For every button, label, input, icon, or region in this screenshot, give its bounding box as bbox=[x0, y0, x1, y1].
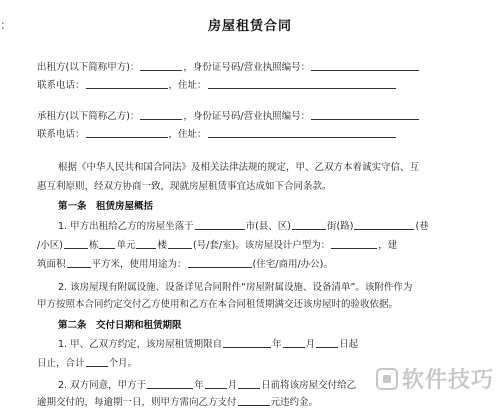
watermark-text: 软件技巧 bbox=[401, 368, 494, 393]
clause-text: ，建 bbox=[378, 240, 398, 251]
lessor-name-label: 出租方(以下简称甲方)： bbox=[37, 62, 140, 73]
start-year-blank bbox=[223, 337, 271, 348]
room-blank bbox=[168, 238, 192, 249]
lessee-address-blank bbox=[208, 127, 396, 138]
lane-blank bbox=[354, 219, 414, 230]
lessee-line-2 bbox=[37, 127, 397, 141]
lessee-phone-blank bbox=[86, 127, 168, 138]
penalty-blank bbox=[238, 395, 270, 406]
article-2-clause-1-line-2 bbox=[37, 356, 137, 370]
building-blank bbox=[64, 238, 88, 249]
article-1-clause-1-line-1 bbox=[58, 219, 429, 233]
start-day-blank bbox=[316, 337, 338, 348]
lessee-phone-label: 联系电话： bbox=[37, 129, 85, 140]
floor-blank bbox=[136, 238, 156, 249]
preamble-line-2: 惠互利原则，经双方协商一致，现就房屋租赁事宜达成如下合同条款。 bbox=[37, 181, 332, 192]
delivery-month-blank bbox=[205, 378, 227, 389]
clause-text: 月 bbox=[227, 380, 238, 391]
clause-text: 日起 bbox=[339, 339, 359, 350]
article-1-clause-2-line-1: 2. 该房屋现有附属设施、设备详见合同附件“房屋附属设施、设备清单”。该附件作为 bbox=[58, 282, 413, 293]
clause-text: (巷 bbox=[415, 221, 429, 232]
clause-text: 年 bbox=[194, 380, 204, 391]
lessor-phone-label: 联系电话： bbox=[37, 80, 85, 91]
article-2-clause-2-line-1 bbox=[58, 378, 356, 392]
article-1-clause-2-line-2: 甲方按照本合同约定交付乙方使用和乙方在本合同租赁期满交还该房屋时的验收依据。 bbox=[37, 299, 399, 310]
clause-text: (住宅/商用/办公)。 bbox=[252, 259, 333, 270]
unit-blank bbox=[99, 238, 115, 249]
lessor-line-2 bbox=[37, 78, 397, 92]
clause-text: 街(路) bbox=[327, 221, 354, 232]
clause-text: 元违约金。 bbox=[270, 397, 319, 408]
clause-text: 1. 甲方出租给乙方的房屋坐落于 bbox=[58, 221, 194, 232]
delivery-year-blank bbox=[147, 378, 193, 389]
months-blank bbox=[86, 356, 108, 367]
article-1-clause-1-line-3 bbox=[37, 257, 333, 271]
article-2-clause-2-line-2 bbox=[37, 395, 318, 409]
clause-text: 2. 双方同意，甲方于 bbox=[58, 380, 147, 391]
clause-text: 逾期交付的，每逾期一日，则甲方需向乙方支付 bbox=[37, 397, 237, 408]
clause-text: 栋 bbox=[88, 240, 99, 251]
clause-text: 市(县、区) bbox=[245, 221, 292, 232]
watermark bbox=[376, 363, 494, 394]
lessor-phone-blank bbox=[86, 78, 168, 89]
city-blank bbox=[195, 219, 245, 230]
lessor-id-label: ，身份证号码/营业执照编号： bbox=[183, 62, 311, 73]
clause-text: 平方米，使用用途为： bbox=[91, 259, 187, 270]
area-blank bbox=[67, 257, 91, 268]
clause-text: 筑面积 bbox=[37, 259, 66, 270]
clause-text: 单元 bbox=[116, 240, 136, 251]
lessee-address-label: ，住址： bbox=[168, 129, 207, 140]
delivery-day-blank bbox=[238, 378, 260, 389]
lessee-id-blank bbox=[311, 109, 419, 120]
edge-mark: ： bbox=[0, 18, 13, 32]
article-1-clause-1-line-2 bbox=[37, 238, 397, 252]
clause-text: 日前将该房屋交付给乙 bbox=[261, 380, 357, 391]
clause-text: 楼 bbox=[157, 240, 167, 251]
lessor-id-blank bbox=[311, 60, 419, 71]
lessee-id-label: ，身份证号码/营业执照编号： bbox=[183, 111, 311, 122]
clause-text: 日止，合计 bbox=[37, 358, 85, 369]
clause-text: 月 bbox=[305, 339, 316, 350]
lessor-address-blank bbox=[208, 78, 396, 89]
preamble-line-1: 根据《中华人民共和国合同法》及相关法律法规的规定，甲、乙双方本着诚实守信、互 bbox=[58, 162, 420, 173]
lessor-line-1 bbox=[37, 60, 420, 74]
clause-text: /小区) bbox=[37, 240, 63, 251]
clause-text: 1. 甲、乙双方约定，该房屋租赁期限自 bbox=[58, 339, 223, 350]
lessor-address-label: ，住址： bbox=[168, 80, 207, 91]
article-2-heading: 第二条 交付日期和租赁期限 bbox=[58, 320, 182, 331]
lessor-name-blank bbox=[140, 60, 182, 71]
street-blank bbox=[292, 219, 326, 230]
usage-blank bbox=[188, 257, 252, 268]
article-1-heading: 第一条 租赁房屋概括 bbox=[58, 201, 154, 212]
clause-text: 个月。 bbox=[108, 358, 138, 369]
start-month-blank bbox=[283, 337, 305, 348]
article-2-clause-1-line-1 bbox=[58, 337, 358, 351]
lessee-name-label: 承租方(以下简称乙方)： bbox=[37, 111, 140, 122]
lessee-name-blank bbox=[140, 109, 182, 120]
clause-text: (号/套/室)。该房屋设计户型为： bbox=[192, 240, 331, 251]
lessee-line-1 bbox=[37, 109, 420, 123]
page-title: 房屋租赁合同 bbox=[207, 19, 292, 34]
clause-text: 年 bbox=[272, 339, 282, 350]
layout-blank bbox=[331, 238, 377, 249]
software-tips-logo-icon bbox=[376, 368, 398, 390]
